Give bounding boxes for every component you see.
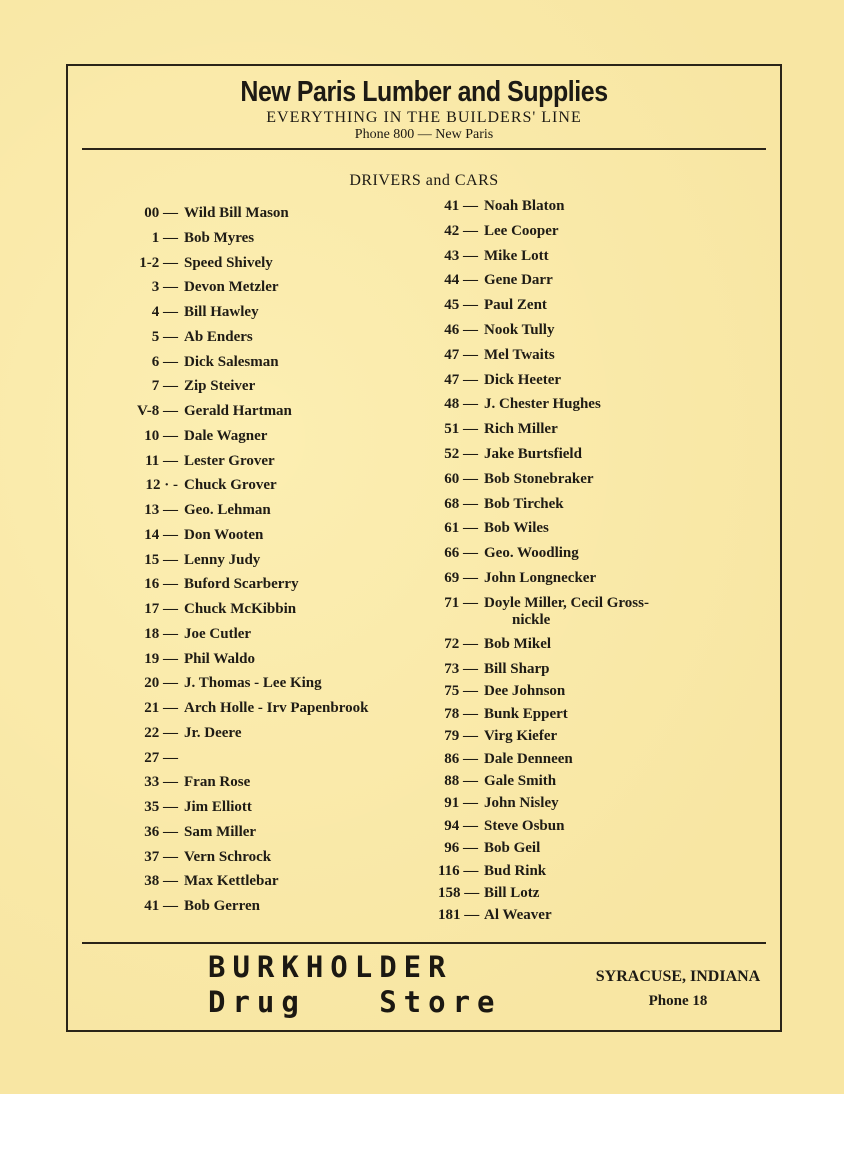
car-number: 52 — <box>444 446 478 462</box>
driver-name: Zip Steiver <box>184 378 256 395</box>
driver-entry <box>438 751 573 768</box>
driver-name: Ab Enders <box>184 328 253 345</box>
driver-entry <box>438 683 565 700</box>
driver-name: Jake Burtsfield <box>484 446 582 462</box>
driver-entry <box>134 675 322 692</box>
car-number: 46 — <box>444 322 478 338</box>
driver-entry <box>438 706 568 723</box>
driver-name: Bill Hawley <box>184 304 259 320</box>
car-number: 21 — <box>144 700 178 716</box>
header-divider <box>82 148 766 150</box>
car-number: 88 — <box>444 773 478 789</box>
car-number: 66 — <box>444 545 478 562</box>
driver-name: Jim Elliott <box>184 799 252 815</box>
driver-entry <box>438 322 554 339</box>
car-number: 43 — <box>444 247 478 264</box>
section-heading: DRIVERS and CARS <box>349 172 499 189</box>
car-number: 45 — <box>444 297 478 314</box>
car-number: 15 — <box>144 551 178 568</box>
drug-store-subname: Drug Store <box>208 985 502 1019</box>
driver-name: Lenny Judy <box>184 551 261 568</box>
driver-entry <box>438 347 555 364</box>
car-number: 69 — <box>444 570 478 586</box>
car-number: 18 — <box>144 625 178 642</box>
driver-entry <box>438 570 596 587</box>
driver-entry <box>438 636 551 653</box>
car-number: 94 — <box>444 817 478 834</box>
driver-name: Mel Twaits <box>484 346 555 363</box>
car-number: 35 — <box>144 799 178 815</box>
car-number: 11 — <box>145 452 178 469</box>
driver-entry <box>438 728 557 745</box>
car-number: 13 — <box>144 502 178 518</box>
driver-entry <box>438 545 579 562</box>
driver-entry <box>134 799 252 816</box>
car-number: 37 — <box>144 848 178 865</box>
driver-entry <box>134 329 253 346</box>
driver-name: Bob Myres <box>184 229 255 246</box>
car-number: 20 — <box>144 675 178 692</box>
car-number: 10 — <box>144 427 178 444</box>
car-number: 4 — <box>151 304 178 320</box>
sponsor-subtitle: EVERYTHING IN THE BUILDERS' LINE <box>266 109 582 126</box>
driver-name: Speed Shively <box>184 254 273 271</box>
driver-name: Gene Darr <box>484 272 553 289</box>
car-number: 41 — <box>144 898 178 914</box>
driver-entry <box>134 873 279 890</box>
driver-entry <box>134 824 256 841</box>
driver-entry <box>438 372 561 389</box>
driver-entry <box>134 230 254 247</box>
car-number: 17 — <box>144 601 178 617</box>
driver-entry <box>438 863 546 880</box>
driver-name: Joe Cutler <box>184 625 252 642</box>
driver-name: Bob Geil <box>484 840 541 857</box>
car-number: V-8 — <box>137 403 178 419</box>
driver-entry <box>134 601 296 618</box>
driver-entry <box>438 471 594 488</box>
driver-name: Bill Sharp <box>484 661 550 677</box>
driver-entry <box>438 446 582 463</box>
driver-entry <box>134 750 184 767</box>
driver-name: J. Chester Hughes <box>484 396 601 413</box>
driver-entry <box>134 502 271 519</box>
driver-name: Chuck McKibbin <box>184 601 297 617</box>
driver-name: Paul Zent <box>484 297 547 314</box>
driver-entry <box>438 773 556 790</box>
driver-name: Dee Johnson <box>484 683 566 700</box>
car-number: 44 — <box>444 272 478 289</box>
driver-name: Bob Gerren <box>184 898 260 914</box>
drug-store-contact <box>568 966 788 1014</box>
driver-name: Lee Cooper <box>484 222 559 239</box>
car-number: 27 — <box>144 749 178 766</box>
driver-name: Mike Lott <box>484 247 549 264</box>
car-number: 61 — <box>444 520 478 537</box>
driver-entry <box>134 304 259 321</box>
driver-entry <box>438 297 547 314</box>
driver-name: Buford Scarberry <box>184 576 299 593</box>
driver-entry <box>438 421 558 438</box>
driver-entry <box>134 477 277 494</box>
driver-name: Dick Heeter <box>484 371 562 388</box>
driver-entry <box>438 496 564 513</box>
car-number: 116 — <box>438 862 479 879</box>
sponsor-phone: Phone 800 — New Paris <box>354 127 494 142</box>
driver-entry <box>438 885 539 902</box>
driver-entry <box>134 205 289 222</box>
car-number: 22 — <box>144 724 178 741</box>
car-number: 42 — <box>444 222 478 239</box>
car-number: 19 — <box>144 650 178 667</box>
car-number: 47 — <box>444 346 478 363</box>
header <box>68 76 780 143</box>
car-number: 78 — <box>444 705 478 722</box>
driver-name: Bob Stonebraker <box>484 470 594 487</box>
drug-store-phone: Phone 18 <box>648 993 708 1009</box>
driver-name: J. Thomas - Lee King <box>184 675 322 692</box>
driver-name: Virg Kiefer <box>484 728 558 745</box>
car-number: 1 — <box>151 229 178 246</box>
car-number: 72 — <box>444 636 478 652</box>
driver-name: John Nisley <box>484 795 559 812</box>
driver-entry <box>134 255 273 272</box>
driver-name: Max Kettlebar <box>184 873 279 890</box>
driver-name: Arch Holle - Irv Papenbrook <box>184 700 369 716</box>
driver-entry <box>438 795 559 812</box>
car-number: 7 — <box>151 378 178 395</box>
driver-name: Doyle Miller, Cecil Gross- <box>484 594 649 611</box>
driver-entry <box>438 223 559 240</box>
driver-name: Sam Miller <box>184 823 257 840</box>
driver-name: Jr. Deere <box>184 724 242 741</box>
driver-name: Dale Denneen <box>484 750 573 767</box>
driver-name: Geo. Woodling <box>484 545 579 562</box>
driver-entry <box>438 818 564 835</box>
driver-name: Noah Blaton <box>484 198 565 214</box>
driver-entry <box>134 898 260 915</box>
driver-entry <box>438 661 549 678</box>
driver-entry <box>134 576 299 593</box>
driver-name: Devon Metzler <box>184 279 279 296</box>
driver-entry <box>134 453 275 470</box>
driver-entry <box>134 378 255 395</box>
program-border <box>66 64 782 1032</box>
car-number: 47 — <box>444 371 478 388</box>
driver-entry <box>134 279 279 296</box>
driver-entry <box>438 520 549 537</box>
driver-name: Dale Wagner <box>184 427 268 444</box>
driver-name: Vern Schrock <box>184 848 272 865</box>
car-number: 68 — <box>444 495 478 512</box>
driver-entry <box>134 403 292 420</box>
car-number: 60 — <box>444 470 478 487</box>
driver-entry <box>134 849 271 866</box>
driver-name-continued: nickle <box>512 611 551 628</box>
car-number: 96 — <box>444 840 478 857</box>
driver-entry <box>438 272 553 289</box>
driver-entry <box>438 595 649 629</box>
driver-name: Bob Tirchek <box>484 495 564 512</box>
car-number: 00 — <box>144 205 178 221</box>
driver-name: Bob Wiles <box>484 520 549 537</box>
driver-entry <box>134 428 267 445</box>
footer-divider <box>82 942 766 944</box>
car-number: 6 — <box>151 353 178 370</box>
driver-name: John Longnecker <box>484 570 597 586</box>
car-number: 36 — <box>144 823 178 840</box>
driver-name: Bunk Eppert <box>484 705 568 722</box>
driver-entry <box>134 725 241 742</box>
driver-entry <box>438 248 549 265</box>
car-number: 12 · - <box>145 477 178 494</box>
car-number: 33 — <box>144 774 178 791</box>
driver-entry <box>134 651 255 668</box>
driver-name: Don Wooten <box>184 526 264 543</box>
driver-entry <box>134 552 260 569</box>
driver-name: Gerald Hartman <box>184 403 292 419</box>
drug-store-city: SYRACUSE, INDIANA <box>595 968 761 985</box>
car-number: 181 — <box>438 907 480 924</box>
car-number: 75 — <box>444 683 478 700</box>
driver-name: Steve Osbun <box>484 817 565 834</box>
driver-name: Phil Waldo <box>184 650 256 667</box>
driver-entry <box>134 700 368 717</box>
car-number: 79 — <box>444 728 478 745</box>
driver-name: Gale Smith <box>484 773 557 789</box>
car-number: 73 — <box>444 661 478 677</box>
car-number: 3 — <box>151 279 178 296</box>
driver-entry <box>134 354 279 371</box>
car-number: 16 — <box>144 576 178 593</box>
car-number: 14 — <box>144 526 178 543</box>
driver-name: Al Weaver <box>484 907 552 924</box>
drug-store-ad <box>208 950 502 1020</box>
driver-entry <box>134 626 251 643</box>
driver-name: Nook Tully <box>484 322 555 338</box>
car-number: 5 — <box>151 328 178 345</box>
driver-name: Geo. Lehman <box>184 502 271 518</box>
driver-name: Dick Salesman <box>184 353 279 370</box>
car-number: 91 — <box>444 795 478 812</box>
driver-name: Bill Lotz <box>484 885 540 901</box>
sponsor-title: New Paris Lumber and Supplies <box>240 76 608 108</box>
driver-entry <box>438 840 540 857</box>
driver-entry <box>134 527 263 544</box>
driver-name: Lester Grover <box>184 452 275 469</box>
driver-name: Wild Bill Mason <box>184 205 289 221</box>
car-number: 86 — <box>444 750 478 767</box>
car-number: 38 — <box>144 873 178 890</box>
driver-name: Bud Rink <box>484 862 547 879</box>
car-number: 41 — <box>444 198 478 214</box>
driver-name: Bob Mikel <box>484 636 552 652</box>
car-number: 48 — <box>444 396 478 413</box>
car-number: 71 — <box>444 594 478 611</box>
driver-entry <box>438 198 564 215</box>
car-number: 158 — <box>438 885 480 901</box>
drug-store-name: BURKHOLDER <box>208 950 453 984</box>
driver-entry <box>134 774 250 791</box>
car-number: 1-2 — <box>139 254 178 271</box>
driver-name: Rich Miller <box>484 421 558 438</box>
driver-entry <box>438 396 601 413</box>
driver-name: Chuck Grover <box>184 477 277 494</box>
driver-entry <box>438 907 552 924</box>
driver-name: Fran Rose <box>184 774 251 791</box>
car-number: 51 — <box>444 421 478 438</box>
